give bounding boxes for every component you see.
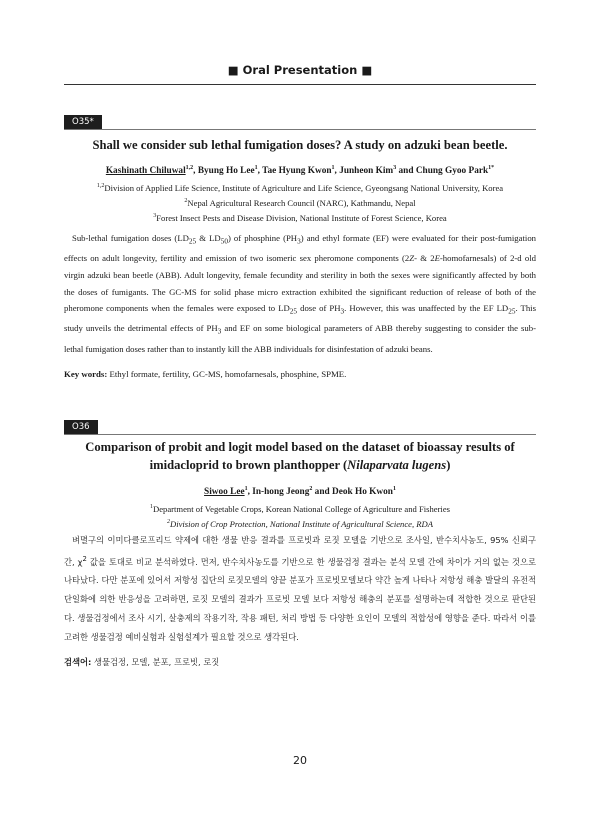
keywords-text: 생물검정, 모델, 분포, 프로빗, 로짓 [91,657,220,667]
affiliation-line [64,210,536,225]
affiliation-line [64,516,536,531]
abstract-text: - & 2 [414,253,435,264]
affiliation-sup: 2 [167,518,171,525]
superscript: 2 [82,554,87,563]
italic-text: E [434,253,440,264]
subscript: 25 [188,237,197,246]
header-rule [64,84,536,85]
abstract-text: 값을 토대로 비교 분석하였다. 먼저, 반수치사농도를 기반으로 한 생물검정 결과는 분석 모델 간에 차이가 거의 없는 것으로 나타났다. 다만 분포에 있어서 저항성 집단의 로짓모델의 양끝 분포가 프로빗모델보다 약간 높게 나타나 저항성 해충 발달의 유전적 단일화에 의한 반응성을 고려하면, 로짓 모델의 결과가 프로빗 모델 보다 저항성 해충의 분포를 설명하는데 적합한 것으로 판단된다. 생물검정에서 조사 시기, 살충제의 작용기작, 작용 패턴, 처리 방법 등 다양한 요인이 모델의 적합성에 영향을 준다. 따라서 이를 고려한 생물검정 예비실험과 실험설계가 필요할 것으로 생각된다. [64,556,536,642]
author-affil-sup: 1 [392,486,396,492]
keywords-label: 검색어: [64,657,92,667]
subscript: 3 [297,237,301,246]
abstract-text: ) and ethyl formate (EF) were evaluated for their post-fumigation effects on adult longevity, fertility and emission of two isomeric sex pheromone components (2 [64,233,537,264]
keywords [64,368,536,381]
author-affil-sup: 1* [488,165,495,171]
abstract-text: . This study unveils the detrimental effects of PH [64,303,536,334]
affiliation-list [64,180,536,225]
author-name: Byung Ho Lee [197,166,255,177]
affiliation-line [64,501,536,516]
abstract-text: 벼멸구의 이미다클로프리드 약제에 대한 생물 반응 결과를 프로빗과 로짓 모델을 기반으로 조사일, 반수치사농도, 95% 신뢰구간, χ [64,535,536,567]
abstract-text: & LD [196,233,221,243]
author-name: Chung Gyoo Park [415,166,489,177]
title-text: imidacloprid to brown planthopper ( [149,458,348,472]
affiliation-text: Forest Insect Pests and Disease Division, National Institute of Forest Science, Korea [156,212,447,223]
author-list: Kashinath Chiluwal$^{1,2}$, Byung Ho Lee$^1$, Tae Hyung Kwon$^1$, Junheon Kim$^3$ and Chung Gyoo Park$^{1*}$ [105,165,495,177]
abstract-code-rule [64,434,536,435]
affiliation-text: Division of Crop Protection, National Institute of Agricultural Science, RDA [170,518,433,529]
subscript: 3 [217,328,222,337]
author-name: Tae Hyung Kwon [262,166,332,177]
keywords-text: Ethyl formate, fertility, GC-MS, homofarnesals, phosphine, SPME. [107,369,347,379]
affiliation-text: Nepal Agricultural Research Council (NARC), Kathmandu, Nepal [187,197,416,208]
affiliation-list [64,501,536,531]
affiliation-sup: 1 [150,504,154,510]
affiliation-text: Department of Vegetable Crops, Korean National College of Agriculture and Fisheries [153,503,450,514]
subscript: 25 [508,307,516,316]
abstract-code-badge: O36 [64,420,98,434]
affiliation-line [64,180,536,195]
author-name: Kashinath Chiluwal [105,166,186,177]
title-text: ) [446,458,451,472]
subscript: 25 [289,307,298,316]
abstract-text: -homofarnesals) of 2-d old virgin adzuki bean beetle (ABB). Adult longevity, female fecundity and sterility in both the sexes were significantly affected by both the doses of fumigants. The GC-MS for solid phase micro extraction exhibited the significant reduction of release of both of the pheromone components when the females were exposed to LD [64,253,536,314]
abstract-text: dose of PH [297,303,341,314]
abstract-title: Shall we consider sub lethal fumigation doses? A study on adzuki bean beetle. [92,138,508,152]
author-affil-sup: 1 [331,165,335,171]
abstract-text: . However, this was unaffected by the EF LD [344,303,509,314]
abstract-text: and EF on some biological parameters of ABB thereby suggesting to consider the sub-lethal fumigation doses rather than to instantly kill the ABB individuals for disinfestation of adzuki beans. [64,323,536,354]
abstract-code-badge: O35* [64,115,102,129]
keywords-label: Key words: [64,369,108,379]
author-affil-sup: 2 [309,486,313,492]
title-line: Comparison of probit and logit model based on the dataset of bioassay results of [85,440,515,454]
author-affil-sup: 1 [244,486,248,492]
author-affil-sup: 3 [393,165,397,171]
affiliation-line [64,195,536,210]
abstract-body [64,230,536,357]
affiliation-sup: 2 [184,197,188,204]
author-name: Siwoo Lee [204,487,245,498]
author-list: Siwoo Lee$^1$, In-hong Jeong$^2$ and Deok Ho Kwon$^1$ [204,486,396,498]
title-line [64,456,536,474]
abstract-text: ) of phosphine (PH [227,233,298,243]
section-header: ■ Oral Presentation ■ [227,63,373,77]
author-name: Junheon Kim [339,166,394,177]
affiliation-sup: 3 [153,212,157,219]
page-number: 20 [293,754,307,767]
abstract-text: Sub-lethal fumigation doses (LD [72,233,189,243]
author-affil-sup: 1,2 [185,165,194,171]
abstract-body [64,531,536,647]
author-affil-sup: 1 [254,165,258,171]
keywords [64,656,536,669]
subscript: 50 [220,237,228,246]
abstract-code-rule [64,129,536,130]
author-name: Deok Ho Kwon [331,487,393,498]
affiliation-sup: 1,2 [96,183,105,189]
italic-text: Z [409,253,415,264]
affiliation-text: Division of Applied Life Science, Institute of Agriculture and Life Science, Gyeongsang National University, Korea [104,182,504,193]
subscript: 3 [340,307,345,316]
abstract-title [64,438,536,474]
species-name: Nilaparvata lugens [347,458,447,472]
author-name: In-hong Jeong [252,487,310,498]
